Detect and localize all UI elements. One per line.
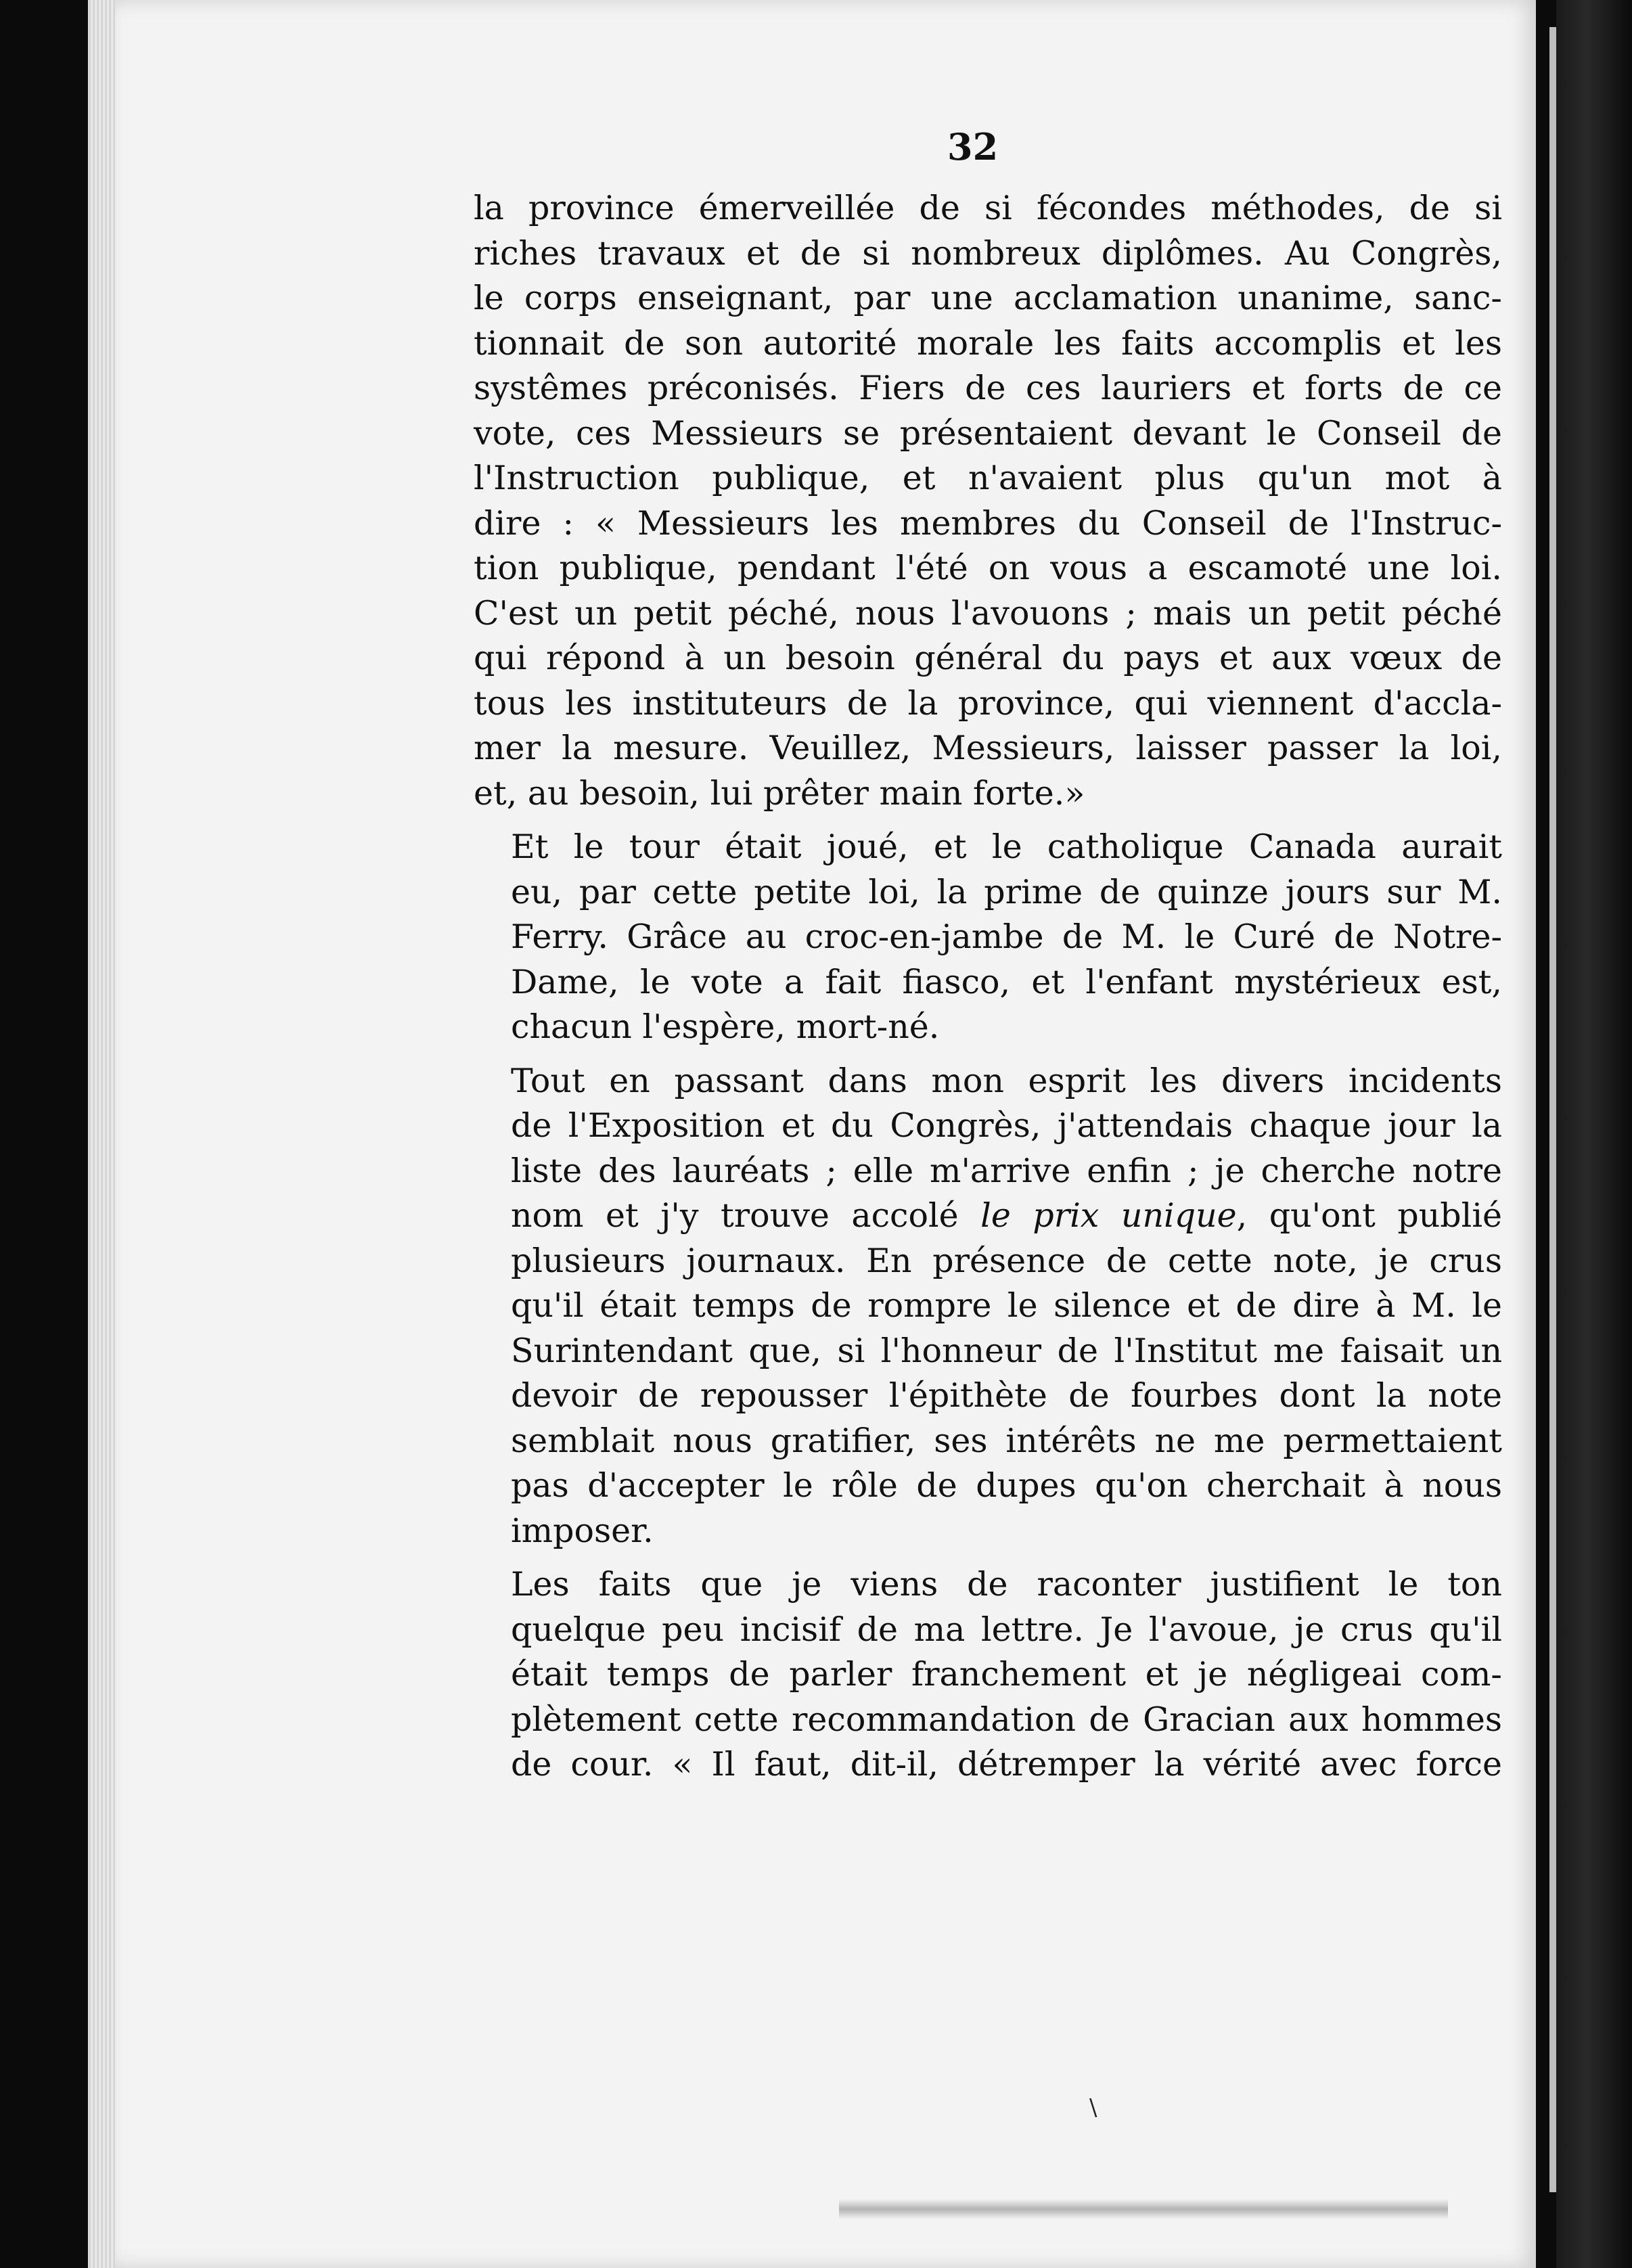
text-line: imposer. xyxy=(511,1511,654,1550)
text-line: tion publique, pendant l'été on vous a escamoté une loi. xyxy=(474,549,1502,587)
ink-speck: \ xyxy=(1089,2094,1097,2121)
text-line: qui répond à un besoin général du pays et aux vœux de xyxy=(474,639,1502,677)
text-run: , qu'ont publié xyxy=(1236,1196,1502,1235)
text-line: mer la mesure. Veuillez, Messieurs, laisser passer la loi, xyxy=(474,729,1502,767)
text-line: qu'il était temps de rompre le silence et de dire à M. le xyxy=(511,1286,1502,1325)
text-line: plusieurs journaux. En présence de cette note, je crus xyxy=(511,1241,1502,1280)
text-line: eu, par cette petite loi, la prime de quinze jours sur M. xyxy=(511,872,1502,911)
paragraph-2 xyxy=(474,825,1502,1050)
text-line: et, au besoin, lui prêter main forte.» xyxy=(474,773,1085,813)
text-line: tous les instituteurs de la province, qui viennent d'accla- xyxy=(474,683,1502,723)
text-line: liste des lauréats ; elle m'arrive enfin ; je cherche notre xyxy=(511,1151,1502,1190)
text-line: plètement cette recommandation de Gracian aux hommes xyxy=(511,1700,1502,1739)
text-line: devoir de repousser l'épithète de fourbes dont la note xyxy=(511,1376,1502,1415)
text-line: quelque peu incisif de ma lettre. Je l'avoue, je crus qu'il xyxy=(511,1610,1502,1649)
text-line-with-italic xyxy=(474,1194,1502,1239)
text-line: la province émerveillée de si fécondes méthodes, de si xyxy=(474,189,1502,227)
text-line: Et le tour était joué, et le catholique Canada aurait xyxy=(511,827,1502,866)
text-line: C'est un petit péché, nous l'avouons ; mais un petit péché xyxy=(474,593,1502,633)
text-line: Ferry. Grâce au croc-en-jambe de M. le Curé de Notre- xyxy=(511,917,1502,956)
text-line: était temps de parler franchement et je négligeai com- xyxy=(511,1655,1502,1694)
text-line: pas d'accepter le rôle de dupes qu'on cherchait à nous xyxy=(511,1466,1502,1505)
text-line: Tout en passant dans mon esprit les divers incidents xyxy=(511,1061,1502,1100)
text-line: systêmes préconisés. Fiers de ces lauriers et forts de ce xyxy=(474,369,1502,407)
text-run: nom et j'y trouve accolé xyxy=(511,1196,981,1235)
text-line: semblait nous gratifier, ses intérêts ne me permettaient xyxy=(511,1421,1502,1460)
text-line: Surintendant que, si l'honneur de l'Institut me faisait un xyxy=(511,1331,1502,1370)
text-line: Dame, le vote a fait fiasco, et l'enfant mystérieux est, xyxy=(511,962,1502,1001)
scan-dark-border xyxy=(1556,0,1632,2268)
page-number: 32 xyxy=(947,125,999,168)
text-line: l'Instruction publique, et n'avaient plus qu'un mot à xyxy=(474,459,1502,497)
paragraph-4 xyxy=(474,1562,1502,1788)
text-line: vote, ces Messieurs se présentaient devant le Conseil de xyxy=(474,413,1502,453)
text-line: de l'Exposition et du Congrès, j'attendais chaque jour la xyxy=(511,1106,1502,1145)
text-line: le corps enseignant, par une acclamation unanime, sanc- xyxy=(474,279,1502,317)
italic-phrase: le prix unique xyxy=(980,1196,1237,1235)
bottom-shadow xyxy=(839,2199,1448,2219)
text-line: tionnait de son autorité morale les faits accomplis et les xyxy=(474,323,1502,363)
text-line: Les faits que je viens de raconter justifient le ton xyxy=(511,1565,1502,1604)
text-line: de cour. « Il faut, dit-il, détremper la vérité avec force xyxy=(511,1745,1502,1784)
body-text xyxy=(474,186,1502,1788)
paragraph-1 xyxy=(474,186,1502,816)
text-line: chacun l'espère, mort-né. xyxy=(511,1007,940,1046)
text-line: riches travaux et de si nombreux diplômes. Au Congrès, xyxy=(474,233,1502,273)
text-line: dire : « Messieurs les membres du Conseil de l'Instruc- xyxy=(474,503,1502,543)
paragraph-3 xyxy=(474,1059,1502,1554)
